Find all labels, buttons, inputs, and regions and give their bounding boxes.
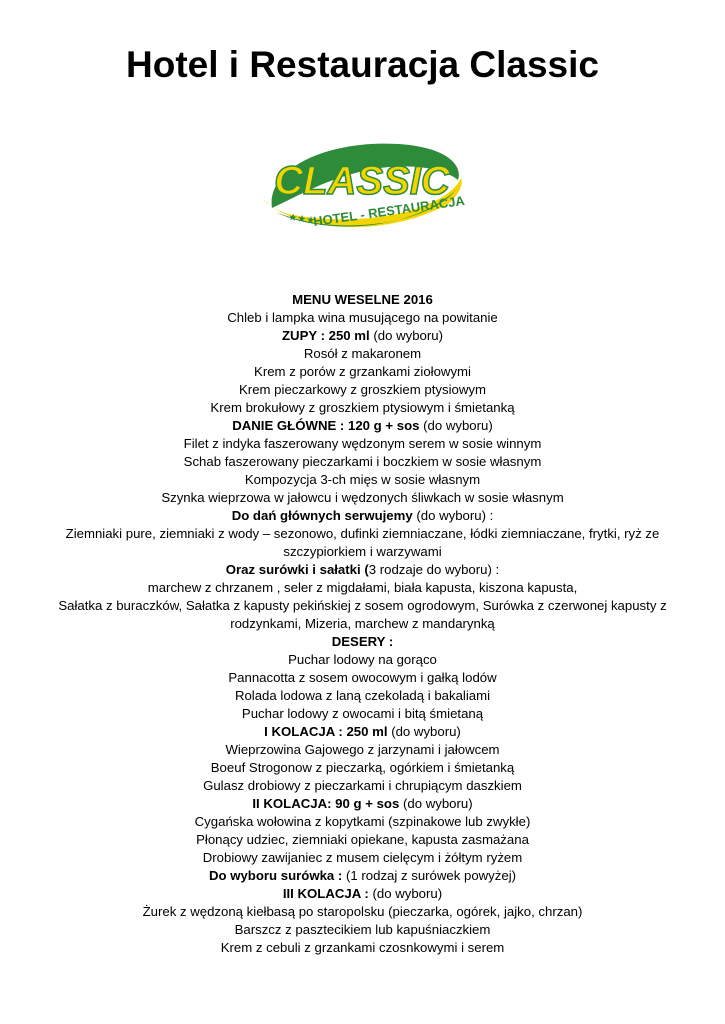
menu-line-text: Kompozycja 3-ch mięs w sosie własnym <box>244 472 481 487</box>
menu-line-text: Boeuf Strogonow z pieczarką, ogórkiem i śmietanką <box>210 760 515 775</box>
menu-line-text: 3 rodzaje do wyboru) : <box>368 562 500 577</box>
menu-line-text: Puchar lodowy na gorąco <box>288 652 437 667</box>
menu-line-text: Sałatka z buraczków, Sałatka z kapusty pekińskiej z sosem ogrodowym, Surówka z czerwonej kapusty z rodzynkami, Mizeria, marchew z mandarynką <box>58 598 667 631</box>
menu-line-text: Rosół z makaronem <box>303 346 422 361</box>
menu-line <box>0 705 725 723</box>
menu-line <box>0 399 725 417</box>
menu-line-text: Krem pieczarkowy z groszkiem ptysiowym <box>239 382 486 397</box>
menu-line <box>0 435 725 453</box>
menu-line <box>0 867 725 885</box>
menu-line-text: (do wyboru) <box>369 328 443 343</box>
menu-line-text: (do wyboru) <box>399 796 473 811</box>
menu-line-text: Żurek z wędzoną kiełbasą po staropolsku (pieczarka, ogórek, jajko, chrzan) <box>142 904 583 919</box>
menu-line-heading: Oraz surówki i sałatki ( <box>225 562 369 577</box>
menu-line <box>0 507 725 525</box>
menu-line-text: (do wyboru) <box>368 886 443 901</box>
menu-line <box>0 939 725 957</box>
menu-line <box>0 777 725 795</box>
menu-line-text: (do wyboru) : <box>412 508 494 523</box>
page-title: Hotel i Restauracja Classic <box>126 44 599 85</box>
menu-line <box>0 633 725 651</box>
menu-line-text: Wieprzowina Gajowego z jarzynami i jałowcem <box>225 742 500 757</box>
menu-line-heading: II KOLACJA: 90 g + sos <box>252 796 400 811</box>
menu-line-text: Cygańska wołowina z kopytkami (szpinakowe lub zwykłe) <box>194 814 531 829</box>
menu-line <box>0 579 725 597</box>
menu-line-text: Ziemniaki pure, ziemniaki z wody – sezonowo, dufinki ziemniaczane, łódki ziemniaczane, frytki, ryż ze szczypiorkiem i warzywami <box>65 526 660 559</box>
menu-line-heading: Do wyboru surówka : <box>208 868 343 883</box>
menu-line-text: Krem brokułowy z groszkiem ptysiowym i śmietanką <box>210 400 515 415</box>
menu-line <box>0 309 725 327</box>
menu-line <box>0 687 725 705</box>
menu-line <box>0 831 725 849</box>
menu-line <box>0 345 725 363</box>
menu-line-heading: DANIE GŁÓWNE : 120 g + sos <box>232 418 420 433</box>
menu-line <box>0 669 725 687</box>
menu-line-text: Gulasz drobiowy z pieczarkami i chrupiącym daszkiem <box>203 778 522 793</box>
menu-line <box>0 903 725 921</box>
menu-line <box>0 489 725 507</box>
menu-line-text: Pannacotta z sosem owocowym i gałką lodów <box>228 670 497 685</box>
menu-line <box>0 525 725 561</box>
menu-line <box>0 723 725 741</box>
menu-line <box>0 795 725 813</box>
menu-line-text: Barszcz z pasztecikiem lub kapuśniaczkiem <box>234 922 491 937</box>
menu-line <box>0 921 725 939</box>
menu-line <box>0 561 725 579</box>
menu-line <box>0 759 725 777</box>
menu-line-text: Filet z indyka faszerowany wędzonym serem w sosie winnym <box>183 436 542 451</box>
menu-line <box>0 885 725 903</box>
menu-line-text: Płonący udziec, ziemniaki opiekane, kapusta zasmażana <box>196 832 529 847</box>
menu-line-text: Chleb i lampka wina musującego na powitanie <box>227 310 498 325</box>
menu-list <box>0 291 725 957</box>
menu-line-heading: III KOLACJA : <box>282 886 369 901</box>
menu-line-text: Schab faszerowany pieczarkami i boczkiem w sosie własnym <box>183 454 542 469</box>
menu-line <box>0 471 725 489</box>
menu-line-heading: MENU WESELNE 2016 <box>292 292 433 307</box>
menu-line <box>0 363 725 381</box>
menu-line <box>0 651 725 669</box>
menu-line-heading: Do dań głównych serwujemy <box>231 508 413 523</box>
menu-line <box>0 327 725 345</box>
menu-line <box>0 381 725 399</box>
menu-line-heading: I KOLACJA : 250 ml <box>264 724 388 739</box>
menu-line <box>0 849 725 867</box>
menu-line-text: Rolada lodowa z laną czekoladą i bakaliami <box>234 688 491 703</box>
menu-line-text: Puchar lodowy z owocami i bitą śmietaną <box>241 706 484 721</box>
menu-line <box>0 453 725 471</box>
menu-line-text: Krem z cebuli z grzankami czosnkowymi i serem <box>220 940 505 955</box>
menu-line-text: (do wyboru) <box>387 724 461 739</box>
logo-name: CLASSIC <box>274 159 450 203</box>
menu-line-text: Drobiowy zawijaniec z musem cielęcym i żółtym ryżem <box>202 850 523 865</box>
logo-stars: ★★★ <box>287 212 316 227</box>
logo-subtitle: HOTEL - RESTAURACJA <box>312 192 466 229</box>
menu-line-text: (1 rodzaj z surówek powyżej) <box>342 868 517 883</box>
menu-line <box>0 741 725 759</box>
menu-line <box>0 813 725 831</box>
menu-line <box>0 597 725 633</box>
menu-line-heading: DESERY : <box>331 634 394 649</box>
menu-line-text: Krem z porów z grzankami ziołowymi <box>254 364 471 379</box>
classic-logo <box>258 138 468 246</box>
menu-line <box>0 417 725 435</box>
menu-line-heading: ZUPY : 250 ml <box>281 328 370 343</box>
menu-line <box>0 291 725 309</box>
menu-line-text: (do wyboru) <box>419 418 493 433</box>
menu-line-text: marchew z chrzanem , seler z migdałami, biała kapusta, kiszona kapusta, <box>147 580 578 595</box>
menu-line-text: Szynka wieprzowa w jałowcu i wędzonych śliwkach w sosie własnym <box>161 490 564 505</box>
